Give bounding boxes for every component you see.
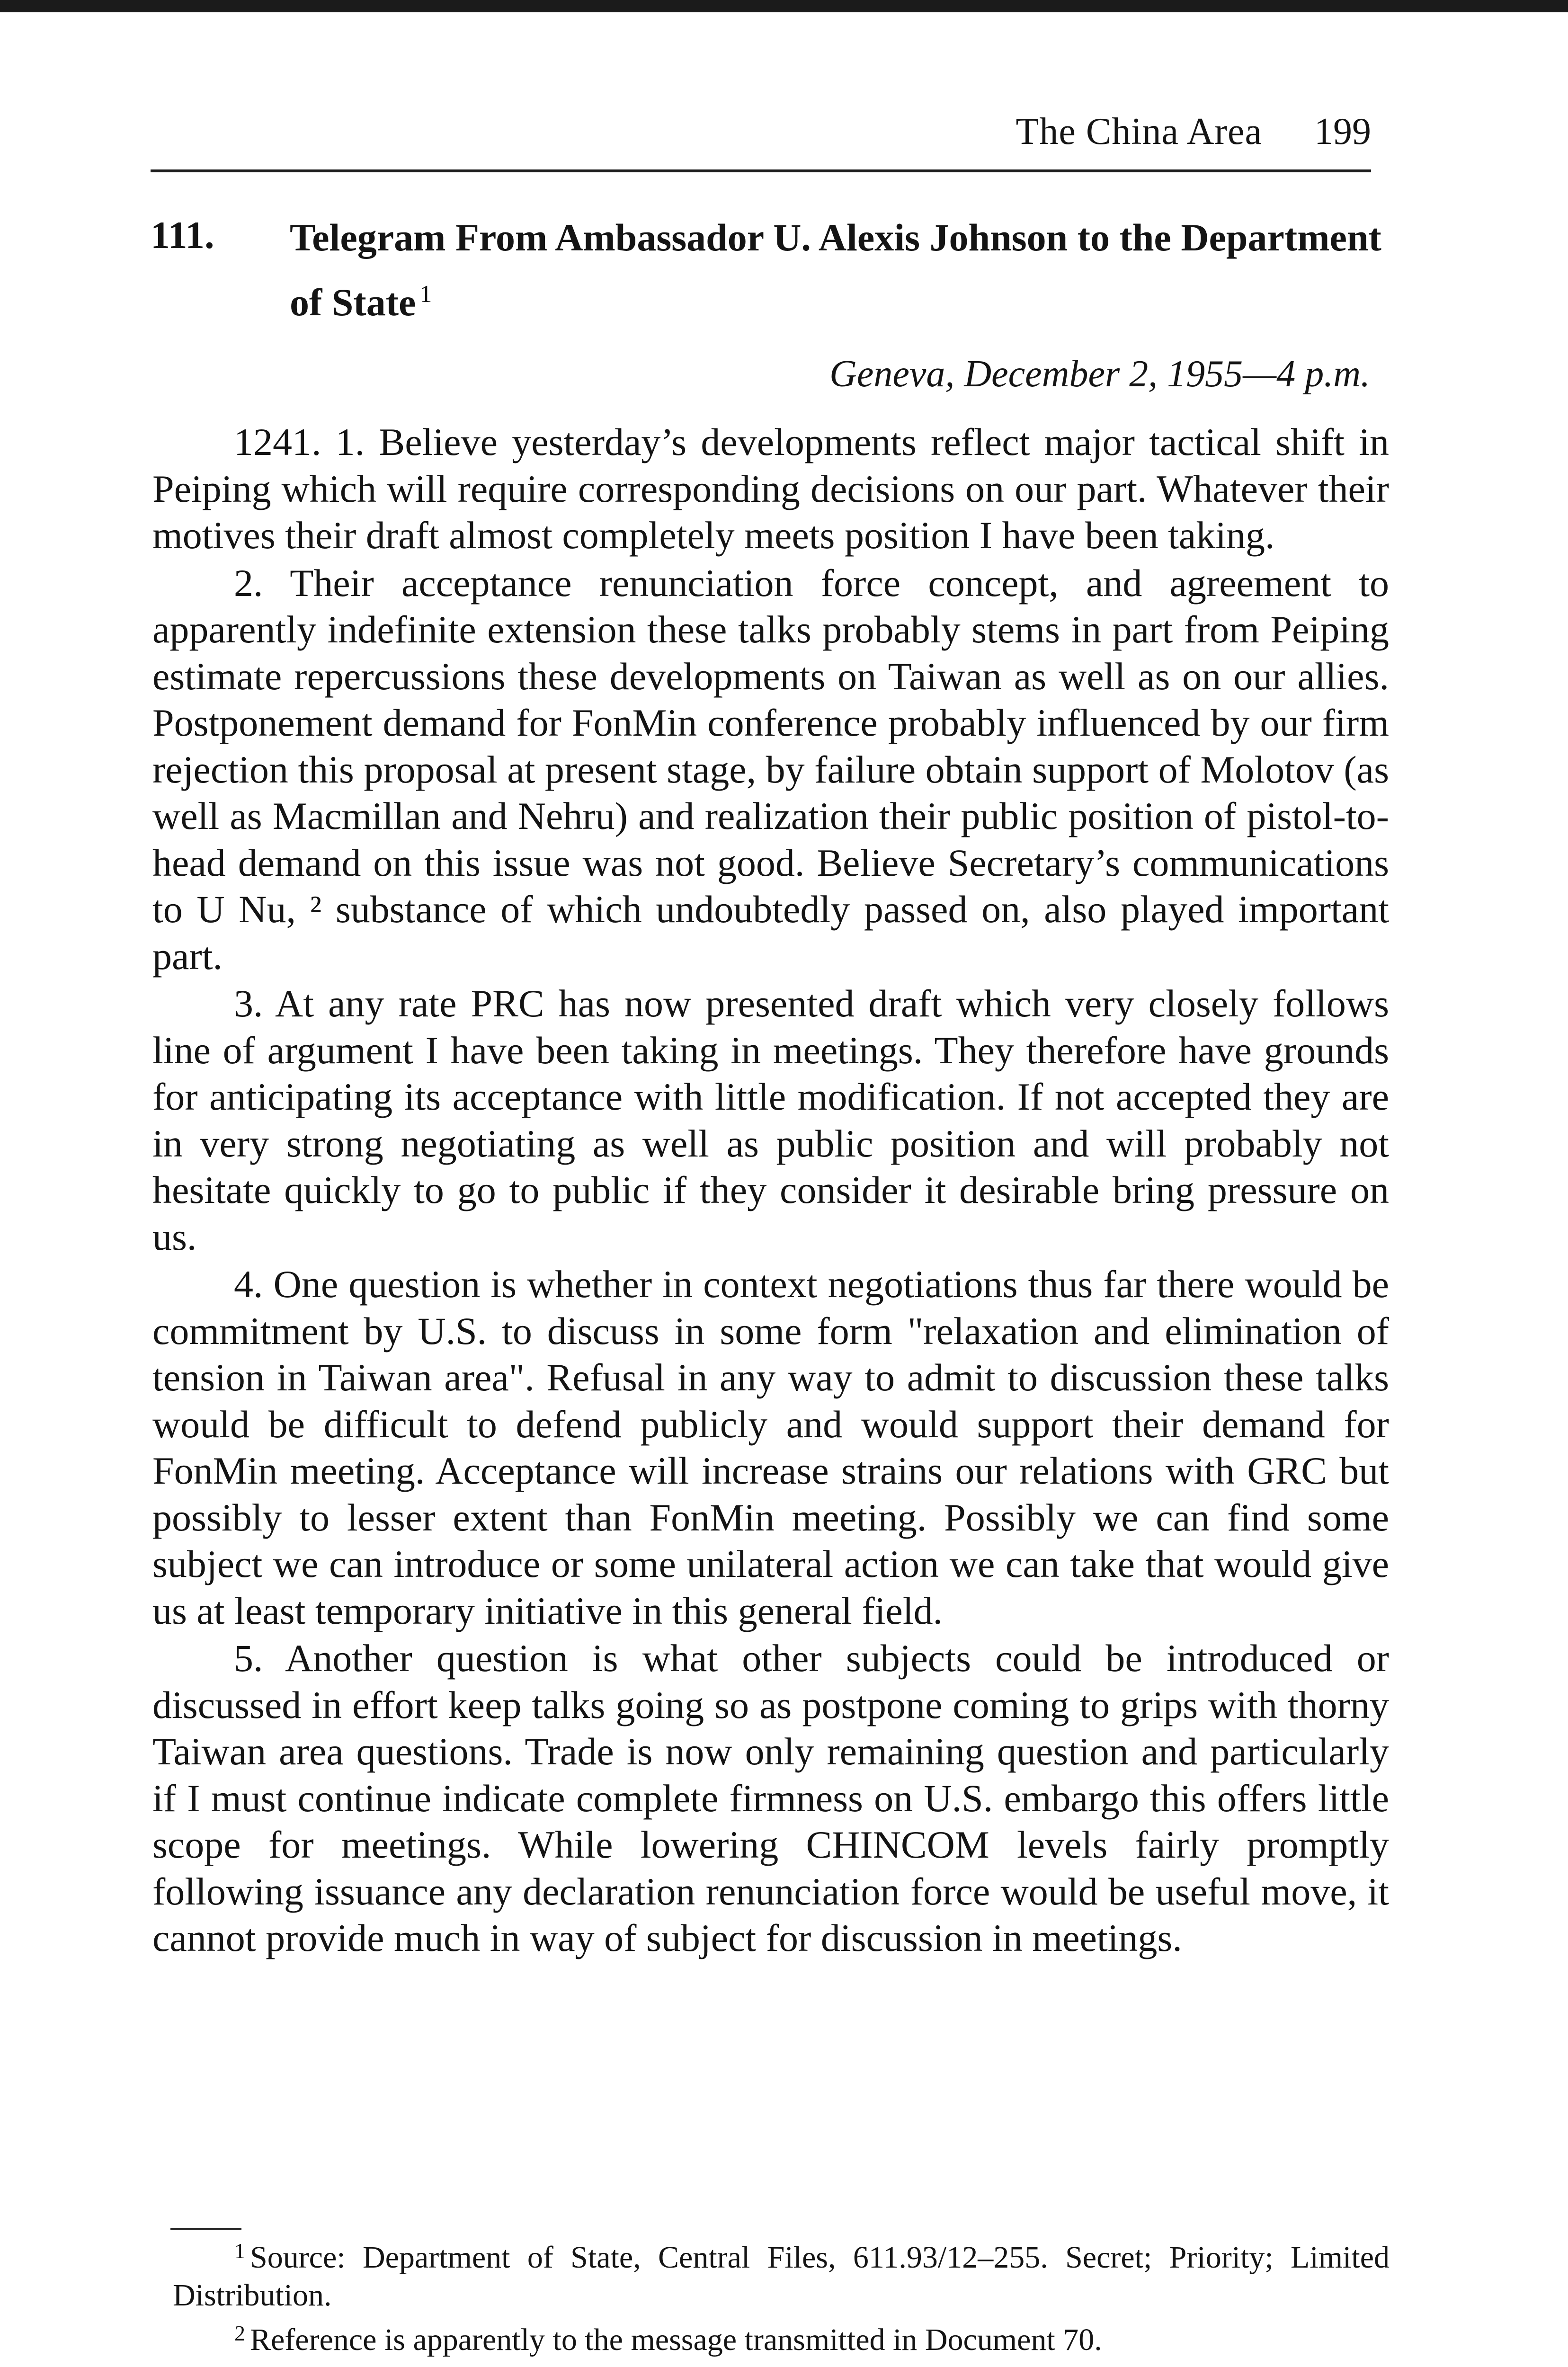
document-title: Telegram From Ambassador U. Alexis Johnson to the Department of State (290, 216, 1381, 324)
dateline: Geneva, December 2, 1955—4 p.m. (829, 353, 1370, 395)
telegram-body (152, 419, 1389, 1962)
paragraph-4: 4. One question is whether in context negotiations thus far there would be commitment by U.S. to discuss in some form "relaxation and elimination of tension in Taiwan area". Refusal in any way to admit to discussion these talks would be difficult to defend publicly and would support their demand for FonMin meeting. Acceptance will increase strains our relations with GRC but possibly to lesser extent than FonMin meeting. Possibly we can find some subject we can introduce or some unilateral action we can take that would give us at least temporary initiative in this general field. (152, 1263, 1389, 1632)
footnote-1 (173, 2232, 1390, 2314)
footnote-separator (170, 2228, 241, 2230)
footnote-2 (173, 2314, 1390, 2359)
paragraph-3: 3. At any rate PRC has now presented draft which very closely follows line of argument I have been taking in meetings. They therefore have grounds for anticipating its acceptance with little modification. If not accepted they are in very strong negotiating as well as public position and will probably not hesitate quickly to go to public if they consider it desirable bring pressure on us. (152, 982, 1389, 1258)
page-header (151, 108, 1371, 172)
footnote-2-marker: 2 (234, 2321, 245, 2345)
title-footnote-marker: 1 (419, 281, 432, 308)
footnotes (173, 2232, 1390, 2359)
footnote-1-text: Source: Department of State, Central Files, 611.93/12–255. Secret; Priority; Limited Distribution. (173, 2240, 1390, 2313)
page-number: 199 (1314, 111, 1371, 152)
paragraph-2: 2. Their acceptance renunciation force concept, and agreement to apparently indefinite extension these talks probably stems in part from Peiping estimate repercussions these developments on Taiwan as well as on our allies. Postponement demand for FonMin conference probably influenced by our firm rejection this proposal at present stage, by failure obtain support of Molotov (as well as Macmillan and Nehru) and realization their public position of pistol-to-head demand on this issue was not good. Believe Secretary’s communications to U Nu, ² substance of which undoubtedly passed on, also played important part. (152, 561, 1389, 978)
paragraph-1: 1241. 1. Believe yesterday’s developments reflect major tactical shift in Peiping which will require corresponding decisions on our part. Whatever their motives their draft almost completely meets position I have been taking. (152, 420, 1389, 557)
running-title: The China Area (1016, 111, 1262, 152)
footnote-2-text: Reference is apparently to the message transmitted in Document 70. (250, 2323, 1102, 2357)
footnote-1-marker: 1 (234, 2239, 245, 2263)
top-edge-rule (0, 0, 1568, 12)
document-title-block (290, 209, 1388, 331)
paragraph-5: 5. Another question is what other subjects could be introduced or discussed in effort keep talks going so as postpone coming to grips with thorny Taiwan area questions. Trade is now only remaining question and particularly if I must continue indicate complete firmness on U.S. embargo this offers little scope for meetings. While lowering CHINCOM levels fairly promptly following issuance any declaration renunciation force would be useful move, it cannot provide much in way of subject for discussion in meetings. (152, 1637, 1389, 1959)
document-number: 111. (151, 214, 214, 257)
